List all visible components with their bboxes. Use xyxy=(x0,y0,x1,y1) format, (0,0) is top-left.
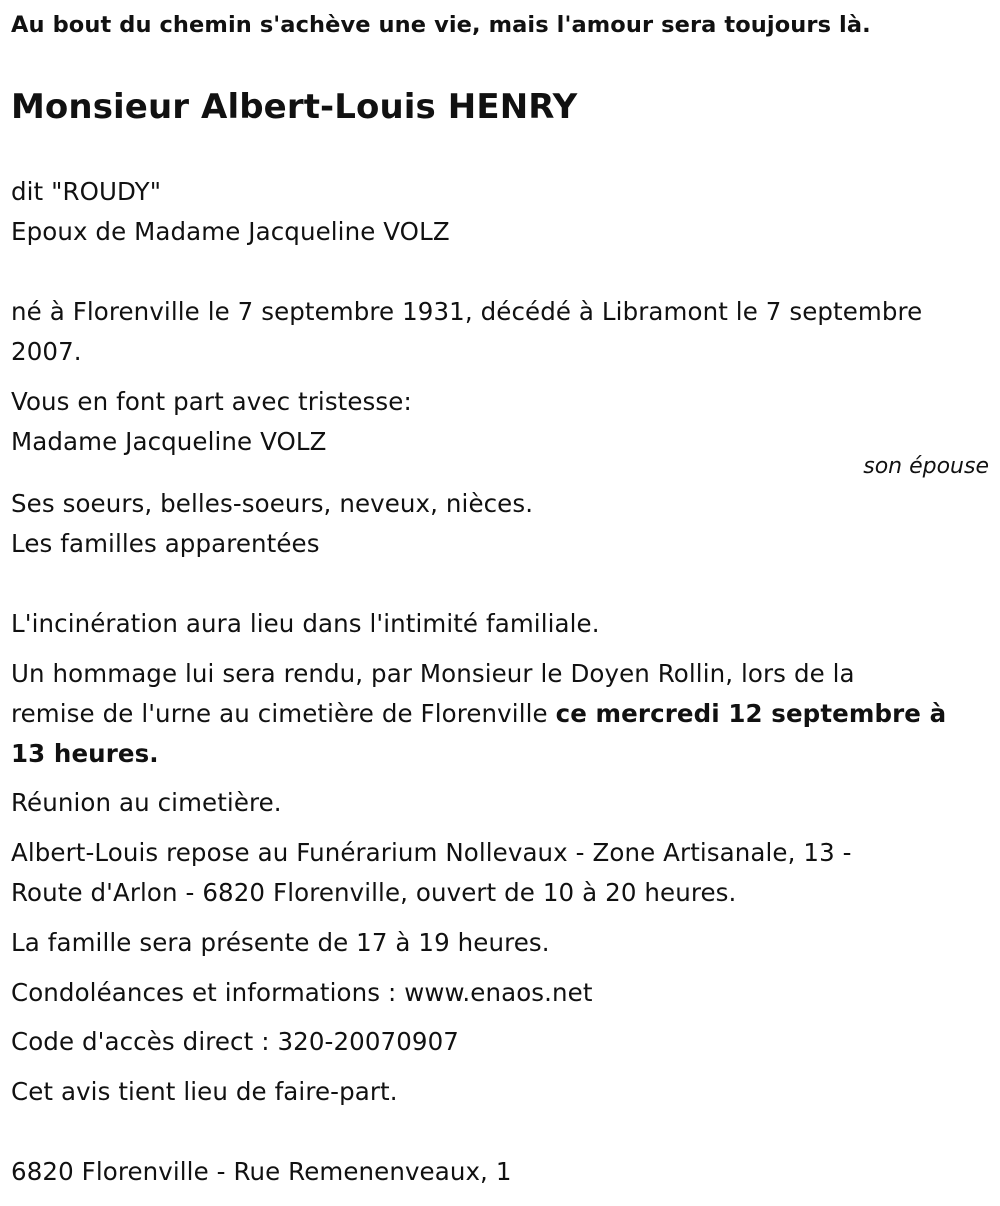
families-line: Les familles apparentées xyxy=(11,529,320,558)
announcement-spouse-name: Madame Jacqueline VOLZ xyxy=(11,427,327,456)
epigraph: Au bout du chemin s'achève une vie, mais l'amour sera toujours là. xyxy=(11,12,871,38)
rest-line-1: Albert-Louis repose au Funérarium Nollevaux - Zone Artisanale, 13 - xyxy=(11,838,852,867)
spouse-role: son épouse xyxy=(863,454,989,479)
access-code-line: Code d'accès direct : 320-20070907 xyxy=(11,1027,459,1056)
notice-line: Cet avis tient lieu de faire-part. xyxy=(11,1077,398,1106)
announcement-intro: Vous en font part avec tristesse: xyxy=(11,387,412,416)
spouse-line: Epoux de Madame Jacqueline VOLZ xyxy=(11,217,450,246)
address-line: 6820 Florenville - Rue Remenenveaux, 1 xyxy=(11,1157,512,1186)
tribute-line-2 xyxy=(11,699,946,729)
birth-death-line-1: né à Florenville le 7 septembre 1931, décédé à Libramont le 7 septembre xyxy=(11,297,923,326)
page-title: Monsieur Albert-Louis HENRY xyxy=(11,87,578,127)
birth-death-line-2: 2007. xyxy=(11,337,82,366)
tribute-time-bold: 13 heures. xyxy=(11,739,159,768)
relatives-line: Ses soeurs, belles-soeurs, neveux, nièces. xyxy=(11,489,534,518)
nickname: dit "ROUDY" xyxy=(11,177,162,206)
cremation-line: L'incinération aura lieu dans l'intimité familiale. xyxy=(11,609,600,638)
condolences-line: Condoléances et informations : www.enaos.net xyxy=(11,978,593,1007)
tribute-line-3 xyxy=(11,739,159,769)
family-presence-line: La famille sera présente de 17 à 19 heures. xyxy=(11,928,550,957)
rest-line-2: Route d'Arlon - 6820 Florenville, ouvert de 10 à 20 heures. xyxy=(11,878,737,907)
tribute-line-2-plain: remise de l'urne au cimetière de Florenville xyxy=(11,699,556,728)
tribute-line-1: Un hommage lui sera rendu, par Monsieur le Doyen Rollin, lors de la xyxy=(11,659,855,688)
meeting-line: Réunion au cimetière. xyxy=(11,788,282,817)
tribute-date-bold: ce mercredi 12 septembre à xyxy=(555,699,947,728)
